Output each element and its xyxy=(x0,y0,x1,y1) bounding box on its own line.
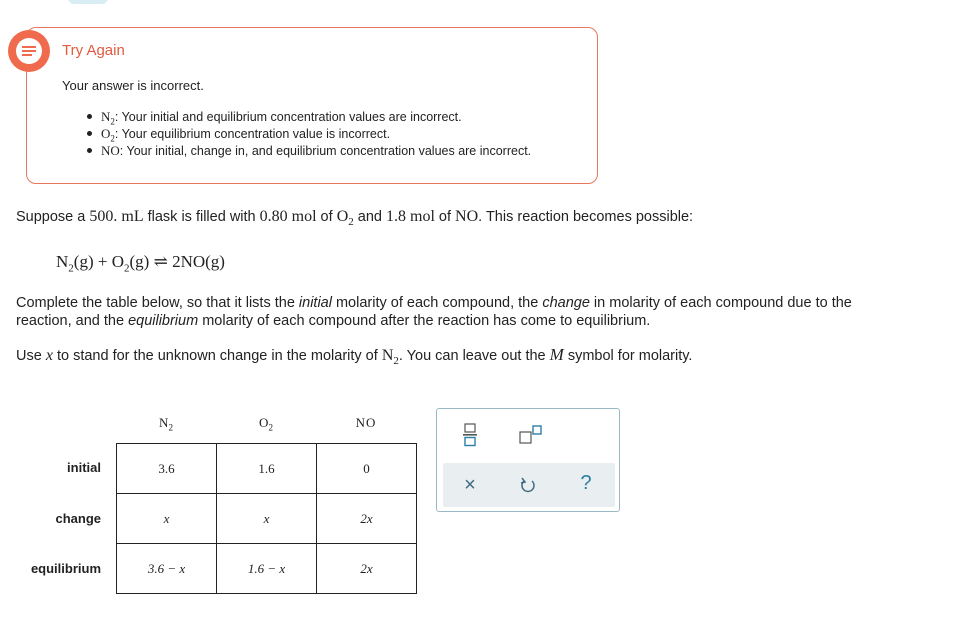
top-tab xyxy=(68,0,108,4)
table-cell-input[interactable]: x xyxy=(117,494,217,544)
row-label-equilibrium: equilibrium xyxy=(30,561,101,576)
table-cell-input[interactable]: 2x xyxy=(317,494,417,544)
problem-statement: Suppose a 500. mL flask is filled with 0.80 mol of $O_2$ and 1.8 mol of NO. This reaction becomes possible: xyxy=(16,208,694,229)
superscript-button[interactable] xyxy=(515,421,547,449)
math-palette xyxy=(436,408,620,512)
feedback-subtitle: Your answer is incorrect. xyxy=(62,78,204,93)
feedback-title: Try Again xyxy=(62,42,125,59)
table-row xyxy=(117,494,417,544)
feedback-alert-icon xyxy=(8,30,50,72)
palette-actions xyxy=(443,463,615,507)
feedback-item-n2: $N_2$: Your initial and equilibrium concentration values are incorrect. xyxy=(84,108,531,125)
table-cell-input[interactable]: 0 xyxy=(317,444,417,494)
row-label-initial: initial xyxy=(67,460,101,475)
clear-button[interactable]: × xyxy=(464,473,476,496)
table-cell-input[interactable]: 3.6 xyxy=(117,444,217,494)
fraction-icon xyxy=(462,423,478,447)
column-header-o2: $O_2$ xyxy=(259,415,273,433)
table-cell-input[interactable]: 3.6 − x xyxy=(117,544,217,594)
undo-icon xyxy=(519,476,537,494)
feedback-list xyxy=(84,108,531,159)
undo-button[interactable] xyxy=(513,471,543,499)
superscript-icon xyxy=(517,424,545,446)
help-button[interactable]: ? xyxy=(580,471,592,494)
reaction-equation: $N_2(g) + O_2(g)$ ⇌ 2NO(g) xyxy=(56,252,225,275)
feedback-item-no: NO: Your initial, change in, and equilibrium concentration values are incorrect. xyxy=(84,142,531,159)
table-cell-input[interactable]: 2x xyxy=(317,544,417,594)
row-label-change: change xyxy=(55,511,101,526)
table-cell-input[interactable]: 1.6 − x xyxy=(217,544,317,594)
instructions: Complete the table below, so that it lists the initial molarity of each compound, the change in molarity of each compound due to the reaction, and the equilibrium molarity of each compound after the reaction has come to equilibrium. xyxy=(16,295,852,329)
table-row xyxy=(117,544,417,594)
table-cell-input[interactable]: 1.6 xyxy=(217,444,317,494)
table-row xyxy=(117,444,417,494)
feedback-item-o2: $O_2$: Your equilibrium concentration value is incorrect. xyxy=(84,125,531,142)
variable-note: Use x to stand for the unknown change in the molarity of $N_2$. You can leave out the M symbol for molarity. xyxy=(16,345,693,368)
column-header-n2: $N_2$ xyxy=(159,415,173,433)
column-header-no: NO xyxy=(355,415,377,430)
ice-table xyxy=(116,443,417,594)
table-cell-input[interactable]: x xyxy=(217,494,317,544)
fraction-button[interactable] xyxy=(457,421,483,449)
